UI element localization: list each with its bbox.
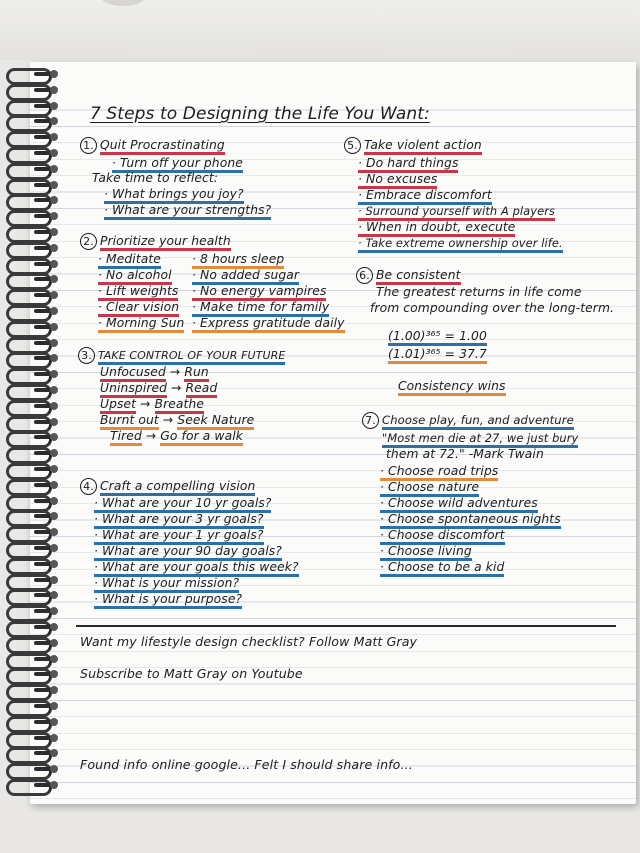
spiral-ring: [6, 416, 64, 430]
step1-number: 1.: [80, 137, 97, 154]
step5-line: · Embrace discomfort: [358, 188, 492, 202]
spiral-ring: [6, 289, 64, 303]
step4-line: · What are your 90 day goals?: [94, 544, 282, 558]
step4-line: · What are your 10 yr goals?: [94, 496, 271, 510]
step7-line: · Choose wild adventures: [380, 496, 538, 510]
spiral-ring: [6, 384, 64, 398]
spiral-ring: [6, 495, 64, 509]
spiral-ring: [6, 368, 64, 382]
spiral-ring: [6, 589, 64, 603]
step2-right-item: · No energy vampires: [192, 284, 326, 298]
step2-heading: 2. Prioritize your health: [80, 233, 231, 250]
spiral-ring: [6, 716, 64, 730]
step7-line: · Choose spontaneous nights: [380, 512, 561, 526]
step1-line: · Turn off your phone: [112, 156, 243, 170]
step7-line: · Choose to be a kid: [380, 560, 504, 574]
spiral-ring: [6, 305, 64, 319]
step3-row: Unfocused → Run: [100, 365, 209, 379]
step5-line: · Surround yourself with A players: [358, 204, 555, 218]
step7-line: · Choose discomfort: [380, 528, 505, 542]
step2-right-item: · 8 hours sleep: [192, 252, 284, 266]
step4-line: · What are your goals this week?: [94, 560, 299, 574]
spiral-ring: [6, 210, 64, 224]
spiral-ring: [6, 779, 64, 793]
equation-line: (1.00)³⁶⁵ = 1.00: [388, 329, 487, 343]
pen-cap: [100, 0, 146, 6]
step6-number: 6.: [356, 267, 373, 284]
step7-line: · Choose living: [380, 544, 472, 558]
step2-right-item: · No added sugar: [192, 268, 299, 282]
spiral-ring: [6, 400, 64, 414]
spiral-ring: [6, 337, 64, 351]
spiral-ring: [6, 84, 64, 98]
step6-heading: 6. Be consistent: [356, 267, 461, 284]
spiral-ring: [6, 605, 64, 619]
spiral-ring: [6, 147, 64, 161]
step2-left-item: · Morning Sun: [98, 316, 184, 330]
spiral-ring: [6, 273, 64, 287]
spiral-ring: [6, 700, 64, 714]
consistency-wins: Consistency wins: [398, 379, 506, 393]
spiral-ring: [6, 163, 64, 177]
step2-left-item: · Clear vision: [98, 300, 179, 314]
desk-background: [0, 0, 640, 60]
spiral-ring: [6, 747, 64, 761]
step2-left-item: · Lift weights: [98, 284, 178, 298]
step4-line: · What are your 3 yr goals?: [94, 512, 264, 526]
step6-text: from compounding over the long-term.: [370, 301, 615, 315]
step2-right-item: · Express gratitude daily: [192, 316, 345, 330]
spiral-ring: [6, 542, 64, 556]
step1-line: Take time to reflect:: [92, 171, 219, 185]
spiral-ring: [6, 321, 64, 335]
spiral-ring: [6, 115, 64, 129]
spiral-ring: [6, 479, 64, 493]
spiral-ring: [6, 68, 64, 82]
spiral-ring: [6, 179, 64, 193]
step4-line: · What are your 1 yr goals?: [94, 528, 264, 542]
step7-heading: 7. Choose play, fun, and adventure: [362, 412, 574, 429]
step6-text: The greatest returns in life come: [376, 285, 582, 299]
step4-number: 4.: [80, 478, 97, 495]
step5-line: · When in doubt, execute: [358, 220, 515, 234]
step3-heading: 3. TAKE CONTROL OF YOUR FUTURE: [78, 347, 285, 364]
step3-row: Burnt out → Seek Nature: [100, 413, 254, 427]
step4-heading: 4. Craft a compelling vision: [80, 478, 255, 495]
spiral-ring: [6, 668, 64, 682]
spiral-ring: [6, 100, 64, 114]
quote-line: them at 72." -Mark Twain: [386, 447, 544, 461]
step2-right-item: · Make time for family: [192, 300, 329, 314]
spiral-ring: [6, 226, 64, 240]
step2-number: 2.: [80, 233, 97, 250]
spiral-ring: [6, 510, 64, 524]
spiral-ring: [6, 558, 64, 572]
spiral-ring: [6, 431, 64, 445]
footer-checklist: Want my lifestyle design checklist? Follow Matt Gray: [80, 634, 418, 649]
spiral-ring: [6, 574, 64, 588]
step5-line: · Take extreme ownership over life.: [358, 236, 563, 250]
step3-row: Uninspired → Read: [100, 381, 217, 395]
step7-line: · Choose nature: [380, 480, 479, 494]
quote-line: "Most men die at 27, we just bury: [382, 431, 578, 445]
page-title: 7 Steps to Designing the Life You Want:: [90, 104, 430, 124]
spiral-ring: [6, 653, 64, 667]
spiral-ring: [6, 732, 64, 746]
step3-number: 3.: [78, 347, 95, 364]
step3-row: Upset → Breathe: [100, 397, 204, 411]
spiral-ring: [6, 352, 64, 366]
spiral-ring: [6, 621, 64, 635]
step5-number: 5.: [344, 137, 361, 154]
step1-line: · What brings you joy?: [104, 187, 244, 201]
spiral-ring: [6, 194, 64, 208]
spiral-ring: [6, 258, 64, 272]
step4-line: · What is your purpose?: [94, 592, 242, 606]
equation-line: (1.01)³⁶⁵ = 37.7: [388, 347, 487, 361]
step7-line: · Choose road trips: [380, 464, 498, 478]
spiral-ring: [6, 526, 64, 540]
step4-line: · What is your mission?: [94, 576, 239, 590]
spiral-ring: [6, 242, 64, 256]
footer-found-info: Found info online google... Felt I should share info...: [80, 757, 413, 772]
step1-line: · What are your strengths?: [104, 203, 271, 217]
divider-line: [76, 625, 616, 627]
spiral-ring: [6, 684, 64, 698]
footer-subscribe: Subscribe to Matt Gray on Youtube: [80, 666, 303, 681]
spiral-ring: [6, 463, 64, 477]
step1-heading: 1. Quit Procrastinating: [80, 137, 225, 154]
step5-line: · Do hard things: [358, 156, 458, 170]
spiral-binding: [0, 68, 72, 808]
step5-line: · No excuses: [358, 172, 437, 186]
step3-row: Tired → Go for a walk: [110, 429, 243, 443]
step5-heading: 5. Take violent action: [344, 137, 482, 154]
spiral-ring: [6, 637, 64, 651]
step2-left-item: · Meditate: [98, 252, 161, 266]
step2-left-item: · No alcohol: [98, 268, 172, 282]
step7-number: 7.: [362, 412, 379, 429]
spiral-ring: [6, 131, 64, 145]
spiral-ring: [6, 763, 64, 777]
spiral-ring: [6, 447, 64, 461]
